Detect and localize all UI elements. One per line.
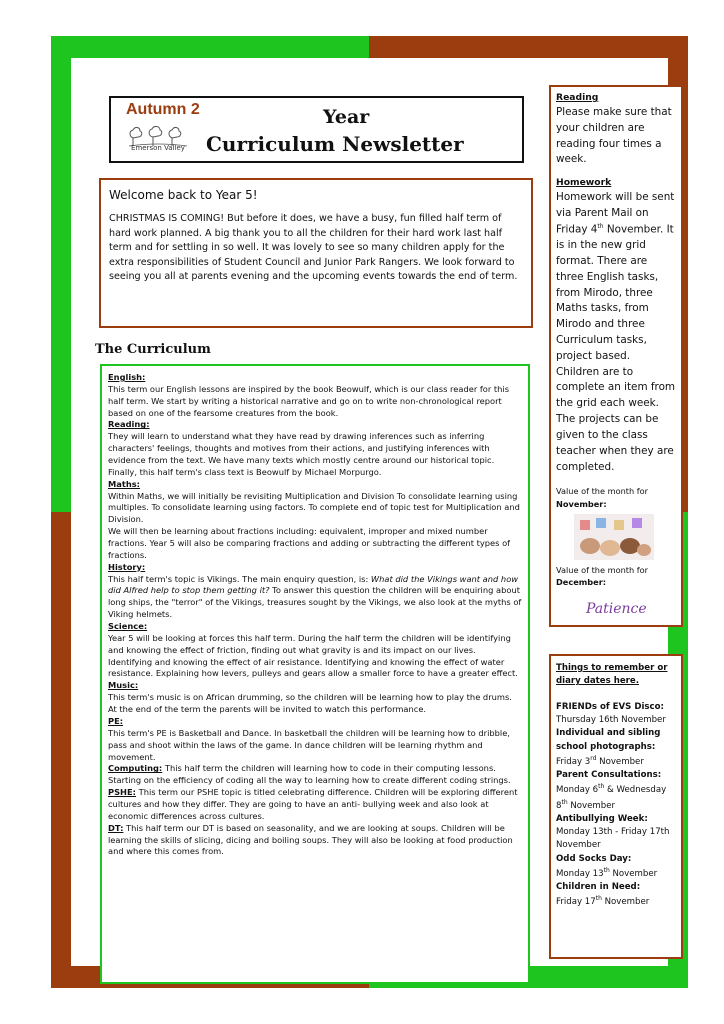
pe-heading: PE: xyxy=(108,715,124,726)
logo-caption: Emerson Valley xyxy=(131,144,185,152)
pshe-text: This term our PSHE topic is titled celebrating difference. Children will be exploring different cultures and how they differ. They are going to have an anti- bullying week and also look at economic differences across cultures. xyxy=(108,787,518,821)
history-text-a: This half term's topic is Vikings. The main enquiry question, is: xyxy=(108,573,371,584)
odd-socks-date-a: Monday 13 xyxy=(556,868,604,879)
friends-date: Thursday 16th November xyxy=(556,714,666,725)
maths-text-2: We will then be learning about fractions including: equivalent, improper and mixed number fractions. Year 5 will also be comparing fractions and adding or subtracting the different types of fractions. xyxy=(108,526,511,560)
odd-socks-date-b: November xyxy=(609,868,658,879)
newsletter-page xyxy=(71,58,676,966)
parents-date-b: & Wednesday 8 xyxy=(556,785,667,811)
history-enquiry-question: What did the Vikings want and how did Alfred help to stop them getting it? xyxy=(108,573,519,596)
odd-socks-sup: th xyxy=(603,866,610,874)
homework-sup: th xyxy=(597,222,604,230)
year-heading: Year xyxy=(323,106,370,128)
sidebar-reading-text: Please make sure that your children are reading four times a week. xyxy=(556,105,672,166)
history-text-b: To answer this question the children will be enquiring about long ships, the "terror" of the Vikings, treasures sought by the Vikings, we also look at the myths of Viking helmets. xyxy=(108,585,522,620)
photos-heading: Individual and sibling school photographs: xyxy=(556,728,661,752)
welcome-box xyxy=(99,178,533,328)
odd-socks-heading: Odd Socks Day: xyxy=(556,853,632,864)
welcome-body: CHRISTMAS IS COMING! But before it does, we have a busy, fun filled half term of hard work planned. A big thank you to all the children for their hard work last half term and for settling in so well. It was lovely to see so many children apply for the extra responsibilities of Student Council and Junior Park Rangers. We look forward to seeing you all at parents evening and the upcoming events towards the end of term. xyxy=(109,213,518,283)
tolerance-image xyxy=(574,514,654,560)
parents-date-c: November xyxy=(567,800,616,811)
patience-image xyxy=(586,599,646,639)
antibullying-heading: Antibullying Week: xyxy=(556,813,648,824)
dt-paragraph xyxy=(108,823,522,859)
maths-text-1: Within Maths, we will initially be revisiting Multiplication and Division To consolidate learning using multiples. To consolidate learning using factors. To complete end of topic test for Multiplication and Division. xyxy=(108,490,520,525)
newsletter-title: Curriculum Newsletter xyxy=(206,132,464,156)
hands-collage-icon xyxy=(574,514,654,560)
value-november-month: November: xyxy=(556,498,607,509)
diary-heading: Things to remember or diary dates here. xyxy=(556,663,668,687)
value-november-label: Value of the month for xyxy=(556,486,649,497)
reading-homework-box xyxy=(549,85,683,627)
photos-date-b: November xyxy=(596,756,644,767)
parents-sup-2: th xyxy=(561,798,568,806)
music-text: This term's music is on African drumming, so the children will be learning how to play the drums. At the end of the term the parents will be invited to watch this performance. xyxy=(108,692,512,715)
photos-date xyxy=(556,754,676,769)
friends-heading: FRIENDs of EVS Disco: xyxy=(556,701,664,712)
pe-text: This term's PE is Basketball and Dance. In basketball the children will be learning how to dribble, pass and shoot within the laws of the game. In dance children will be learning rhythm and movement. xyxy=(108,727,510,762)
value-december-label: Value of the month for xyxy=(556,564,649,575)
homework-text-a: Homework will be sent via Parent Mail on Friday 4 xyxy=(556,191,675,236)
computing-paragraph xyxy=(108,763,522,787)
computing-heading: Computing: xyxy=(108,763,163,774)
parents-heading: Parent Consultations: xyxy=(556,770,662,781)
photos-sup: rd xyxy=(590,754,597,762)
science-text: Year 5 will be looking at forces this half term. During the half term the children will be identifying and knowing the effect of friction, finding out what gravity is and its impact on our lives. Identifying and knowing the effect of air resistance. Identifying and knowing the effect of water resistance. Explaining how levers, pulleys and gears allow a smaller force to have a greater effect. xyxy=(108,632,518,679)
children-in-need-date xyxy=(556,894,676,909)
newsletter-border xyxy=(51,36,688,988)
parents-sup-1: th xyxy=(598,783,605,791)
history-heading: History: xyxy=(108,561,146,572)
diary-dates-box xyxy=(549,654,683,959)
reading-heading: Reading: xyxy=(108,419,150,430)
parents-date xyxy=(556,782,676,812)
homework-text-b: November. It is in the new grid format. There are three English tasks, from Mirodo, three Maths tasks, from Mirodo and three Curriculum tasks, project based. Children are to complete an item from the grid each week. The projects can be given to the class teacher when they are completed. xyxy=(556,223,676,473)
patience-word: Patience xyxy=(586,600,647,617)
history-text xyxy=(108,574,522,621)
antibullying-date: Monday 13th - Friday 17th November xyxy=(556,827,670,851)
dt-text: This half term our DT is based on seasonality, and we are looking at soups. Children will be learning the skills of slicing, dicing and boiling soups. They will also be looking at food production and where this comes from. xyxy=(108,822,513,857)
computing-text: This half term the children will learning how to code in their computing lessons. Starting on the efficiency of coding all the way to learning how to create different coding strings. xyxy=(108,763,511,786)
reading-text: They will learn to understand what they have read by drawing inferences such as inferring characters' feelings, thoughts and motives from their actions, and justifying inferences with evidence from the text. We have many texts which mostly centre around our historical topic. Finally, this half term's class text is Beowulf by Michael Morpurgo. xyxy=(108,431,495,477)
value-december-month: December: xyxy=(556,577,607,588)
children-in-need-heading: Children in Need: xyxy=(556,882,641,893)
parents-date-a: Monday 6 xyxy=(556,785,599,796)
english-text: This term our English lessons are inspired by the book Beowulf, which is our class reader for this half term. We start by writing a historical narrative and go on to write non-chronological report based on one of the fearsome creatures from the book. xyxy=(108,383,510,418)
music-heading: Music: xyxy=(108,680,139,691)
science-heading: Science: xyxy=(108,621,148,632)
newsletter-header xyxy=(109,96,524,163)
curriculum-box xyxy=(100,364,530,984)
pshe-heading: PSHE: xyxy=(108,787,136,798)
children-in-need-date-a: Friday 17 xyxy=(556,897,596,908)
school-logo xyxy=(127,124,189,158)
pshe-paragraph xyxy=(108,787,522,823)
term-label: Autumn 2 xyxy=(126,101,200,118)
children-in-need-date-b: November xyxy=(601,897,650,908)
children-in-need-sup: th xyxy=(595,895,602,903)
homework-heading: Homework xyxy=(556,177,612,189)
odd-socks-date xyxy=(556,866,676,881)
english-heading: English: xyxy=(108,372,146,382)
homework-text xyxy=(556,190,676,475)
welcome-heading: Welcome back to Year 5! xyxy=(109,188,258,202)
photos-date-a: Friday 3 xyxy=(556,756,591,767)
sidebar-reading-heading: Reading xyxy=(556,92,599,103)
curriculum-heading: The Curriculum xyxy=(95,342,211,357)
maths-heading: Maths: xyxy=(108,478,140,489)
dt-heading: DT: xyxy=(108,822,124,833)
